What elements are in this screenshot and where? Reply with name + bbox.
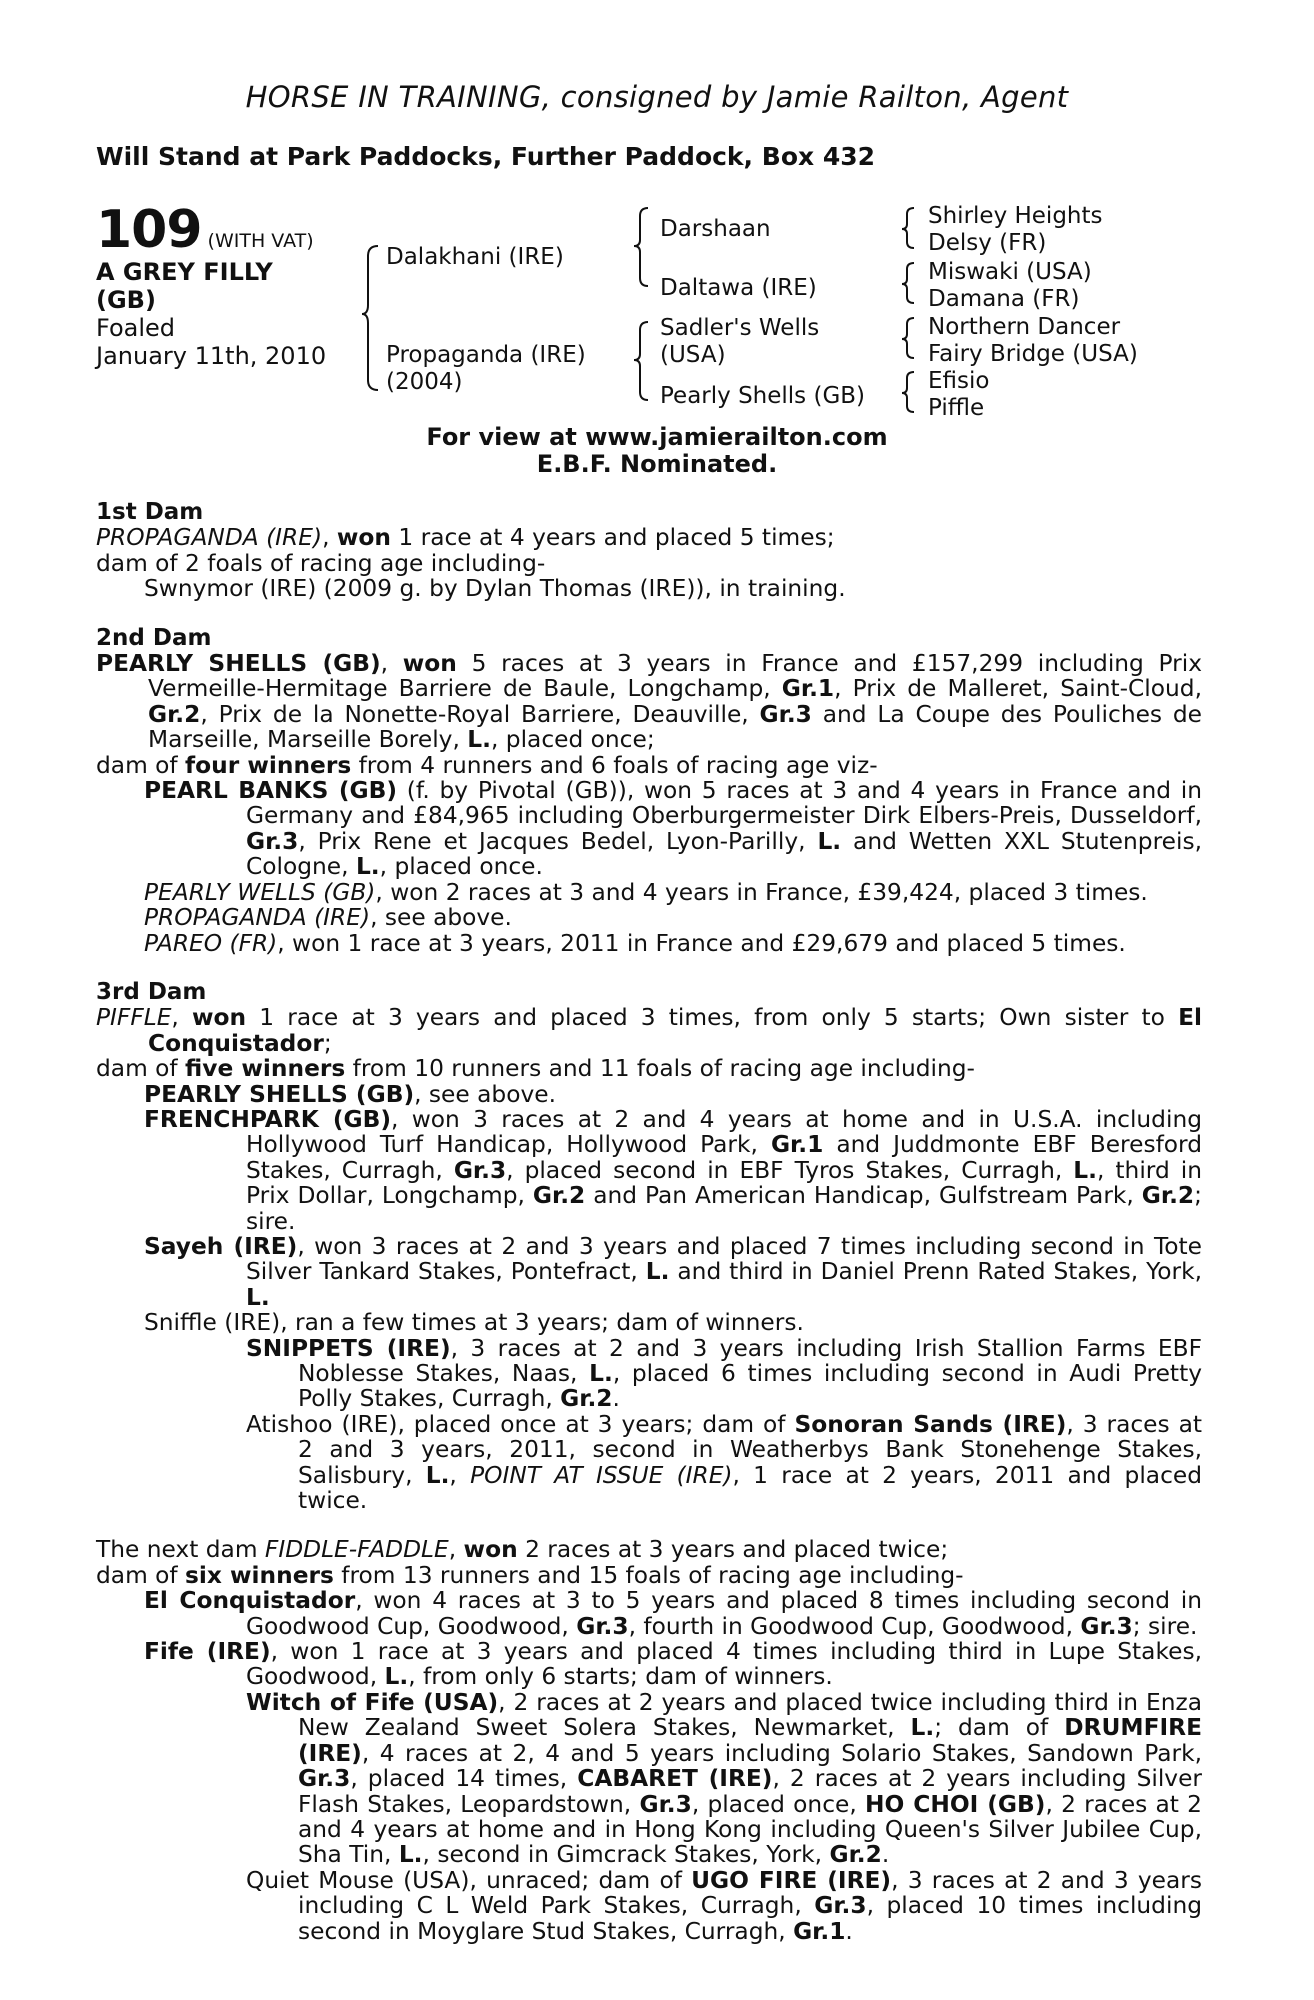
third-dam-heading: 3rd Dam [96,978,207,1005]
second-dam-produce-item: PEARL BANKS (GB) (f. by Pivotal (GB)), won 5 races at 3 and 4 years in France and in Germany and £84,965 including Oberburgermeister Dirk Elbers-Preis, Dusseldorf, Gr.3, Prix Rene et Jacques Bedel, Lyon-Parilly, L. and Wetten XXL Stutenpreis, Cologne, L., placed once. [144,777,1203,881]
second-dam-produce-item: PAREO (FR), won 1 race at 3 years, 2011 in France and £29,679 and placed 5 times. [144,929,1126,957]
pedigree-sire-sire: Darshaan [660,216,771,242]
third-dam-record: PIFFLE, won 1 race at 3 years and placed 3 times, from only 5 starts; Own sister to El Conquistador; [96,1004,1202,1057]
pedigree-gen3-7: Efisio [928,368,990,394]
horse-description-line2: (GB) [96,286,156,314]
lot-number: 109 [96,200,202,260]
brace-gen2-dam [634,322,648,400]
pedigree-sire-dam: Daltawa (IRE) [660,275,817,301]
third-dam-grand-produce-item: SNIPPETS (IRE), 3 races at 2 and 3 years including Irish Stallion Farms EBF Noblesse Stakes, Naas, L., placed 6 times including second in Audi Pretty Polly Stakes, Curragh, Gr.2. [246,1334,1203,1413]
pedigree-dam [386,342,586,396]
second-dam-record: PEARLY SHELLS (GB), won 5 races at 3 years in France and £157,299 including Prix Vermeille-Hermitage Barriere de Baule, Longchamp, Gr.1, Prix de Malleret, Saint-Cloud, Gr.2, Prix de la Nonette-Royal Barriere, Deauville, Gr.3 and La Coupe des Pouliches de Marseille, Marseille Borely, L., placed once; [96,650,1203,754]
brace-gen2-sire [634,208,648,286]
foaled-label: Foaled [96,314,176,342]
brace-gen1 [362,246,378,390]
pedigree-dam-dam: Pearly Shells (GB) [660,383,866,409]
first-dam-produce-item: Swnymor (IRE) (2009 g. by Dylan Thomas (IRE)), in training. [144,575,846,603]
pedigree-braces [0,0,1314,440]
first-dam-produce-intro: dam of 2 foals of racing age including- [96,549,546,577]
second-dam-produce-intro: dam of four winners from 4 runners and 6 foals of racing age viz- [96,751,878,779]
second-dam-heading: 2nd Dam [96,624,212,651]
page-title: HORSE IN TRAINING, consigned by Jamie Railton, Agent [245,80,1069,114]
pedigree-gen3-1: Shirley Heights [928,203,1103,229]
horse-description-line1: A GREY FILLY [96,258,273,286]
second-dam-produce-item: PEARLY WELLS (GB), won 2 races at 3 and 4 years in France, £39,424, placed 3 times. [144,878,1148,906]
third-dam-produce-intro: dam of five winners from 10 runners and 11 foals of racing age including- [96,1055,975,1083]
next-dam-produce-item: Fife (IRE), won 1 race at 3 years and placed 4 times including third in Lupe Stakes, Goodwood, L., from only 6 starts; dam of winners. [144,1638,1202,1691]
pedigree-dam-name: Propaganda (IRE) [386,342,586,368]
third-dam-produce-item: PEARLY SHELLS (GB), see above. [144,1080,556,1108]
first-dam-line: PROPAGANDA (IRE), won 1 race at 4 years and placed 5 times; [96,524,835,552]
view-website: For view at www.jamierailton.com [426,423,888,451]
pedigree-gen3-2: Delsy (FR) [928,230,1047,256]
pedigree-dam-year: (2004) [386,369,463,395]
pedigree-gen3-6: Fairy Bridge (USA) [928,341,1138,367]
third-dam-produce-item: FRENCHPARK (GB), won 3 races at 2 and 4 years at home and in U.S.A. including Hollywood Turf Handicap, Hollywood Park, Gr.1 and Juddmonte EBF Beresford Stakes, Curragh, Gr.3, placed second in EBF Tyros Stakes, Curragh, L., third in Prix Dollar, Longchamp, Gr.2 and Pan American Handicap, Gulfstream Park, Gr.2; sire. [144,1105,1203,1235]
pedigree-gen3-8: Piffle [928,395,985,421]
next-dam-record: The next dam FIDDLE-FADDLE, won 2 races at 3 years and placed twice; [96,1536,949,1564]
third-dam-produce-item: Sayeh (IRE), won 3 races at 2 and 3 years and placed 7 times including second in Tote Silver Tankard Stakes, Pontefract, L. and third in Daniel Prenn Rated Stakes, York, L. [144,1232,1202,1311]
second-dam-produce-item: PROPAGANDA (IRE), see above. [144,904,512,932]
next-dam-grand-produce-item: Witch of Fife (USA), 2 races at 2 years and placed twice including third in Enza New Zealand Sweet Solera Stakes, Newmarket, L.; dam of DRUMFIRE (IRE), 4 races at 2, 4 and 5 years including Solario Stakes, Sandown Park, Gr.3, placed 14 times, CABARET (IRE), 2 races at 2 years including Silver Flash Stakes, Leopardstown, Gr.3, placed once, HO CHOI (GB), 2 races at 2 and 4 years at home and in Hong Kong including Queen's Silver Jubilee Cup, Sha Tin, L., second in Gimcrack Stakes, York, Gr.2. [246,1688,1203,1869]
foaled-value: January 11th, 2010 [96,342,327,370]
pedigree-sire: Dalakhani (IRE) [386,244,564,270]
pedigree-dam-sire [660,315,819,369]
catalogue-body [96,500,1202,1944]
brace-gen3-2 [902,263,914,303]
ebf-nominated: E.B.F. Nominated. [536,450,778,478]
pedigree-gen3-5: Northern Dancer [928,314,1121,340]
third-dam-produce-item: Sniffle (IRE), ran a few times at 3 years; dam of winners. [144,1309,804,1337]
stand-location: Will Stand at Park Paddocks, Further Paddock, Box 432 [96,142,876,171]
next-dam-grand-produce-item: Quiet Mouse (USA), unraced; dam of UGO FIRE (IRE), 3 races at 2 and 3 years including C L Weld Park Stakes, Curragh, Gr.3, placed 10 times including second in Moyglare Stud Stakes, Curragh, Gr.1. [246,1866,1202,1945]
third-dam-grand-produce-item: Atishoo (IRE), placed once at 3 years; dam of Sonoran Sands (IRE), 3 races at 2 and 3 years, 2011, second in Weatherbys Bank Stonehenge Stakes, Salisbury, L., POINT AT ISSUE (IRE), 1 race at 2 years, 2011 and placed twice. [246,1410,1202,1515]
pedigree-gen3-4: Damana (FR) [928,286,1080,312]
pedigree-dam-sire-name: Sadler's Wells [660,315,820,341]
brace-gen3-4 [902,372,914,412]
brace-gen3-3 [902,318,914,358]
first-dam-heading: 1st Dam [96,499,204,525]
next-dam-produce-intro: dam of six winners from 13 runners and 15 foals of racing age including- [96,1561,964,1589]
pedigree-dam-sire-country: (USA) [660,342,726,368]
brace-gen3-1 [902,208,914,248]
pedigree-gen3-3: Miswaki (USA) [928,259,1092,285]
next-dam-produce-item: El Conquistador, won 4 races at 3 to 5 years and placed 8 times including second in Goodwood Cup, Goodwood, Gr.3, fourth in Goodwood Cup, Goodwood, Gr.3; sire. [144,1587,1202,1640]
vat-note: (WITH VAT) [207,230,314,252]
